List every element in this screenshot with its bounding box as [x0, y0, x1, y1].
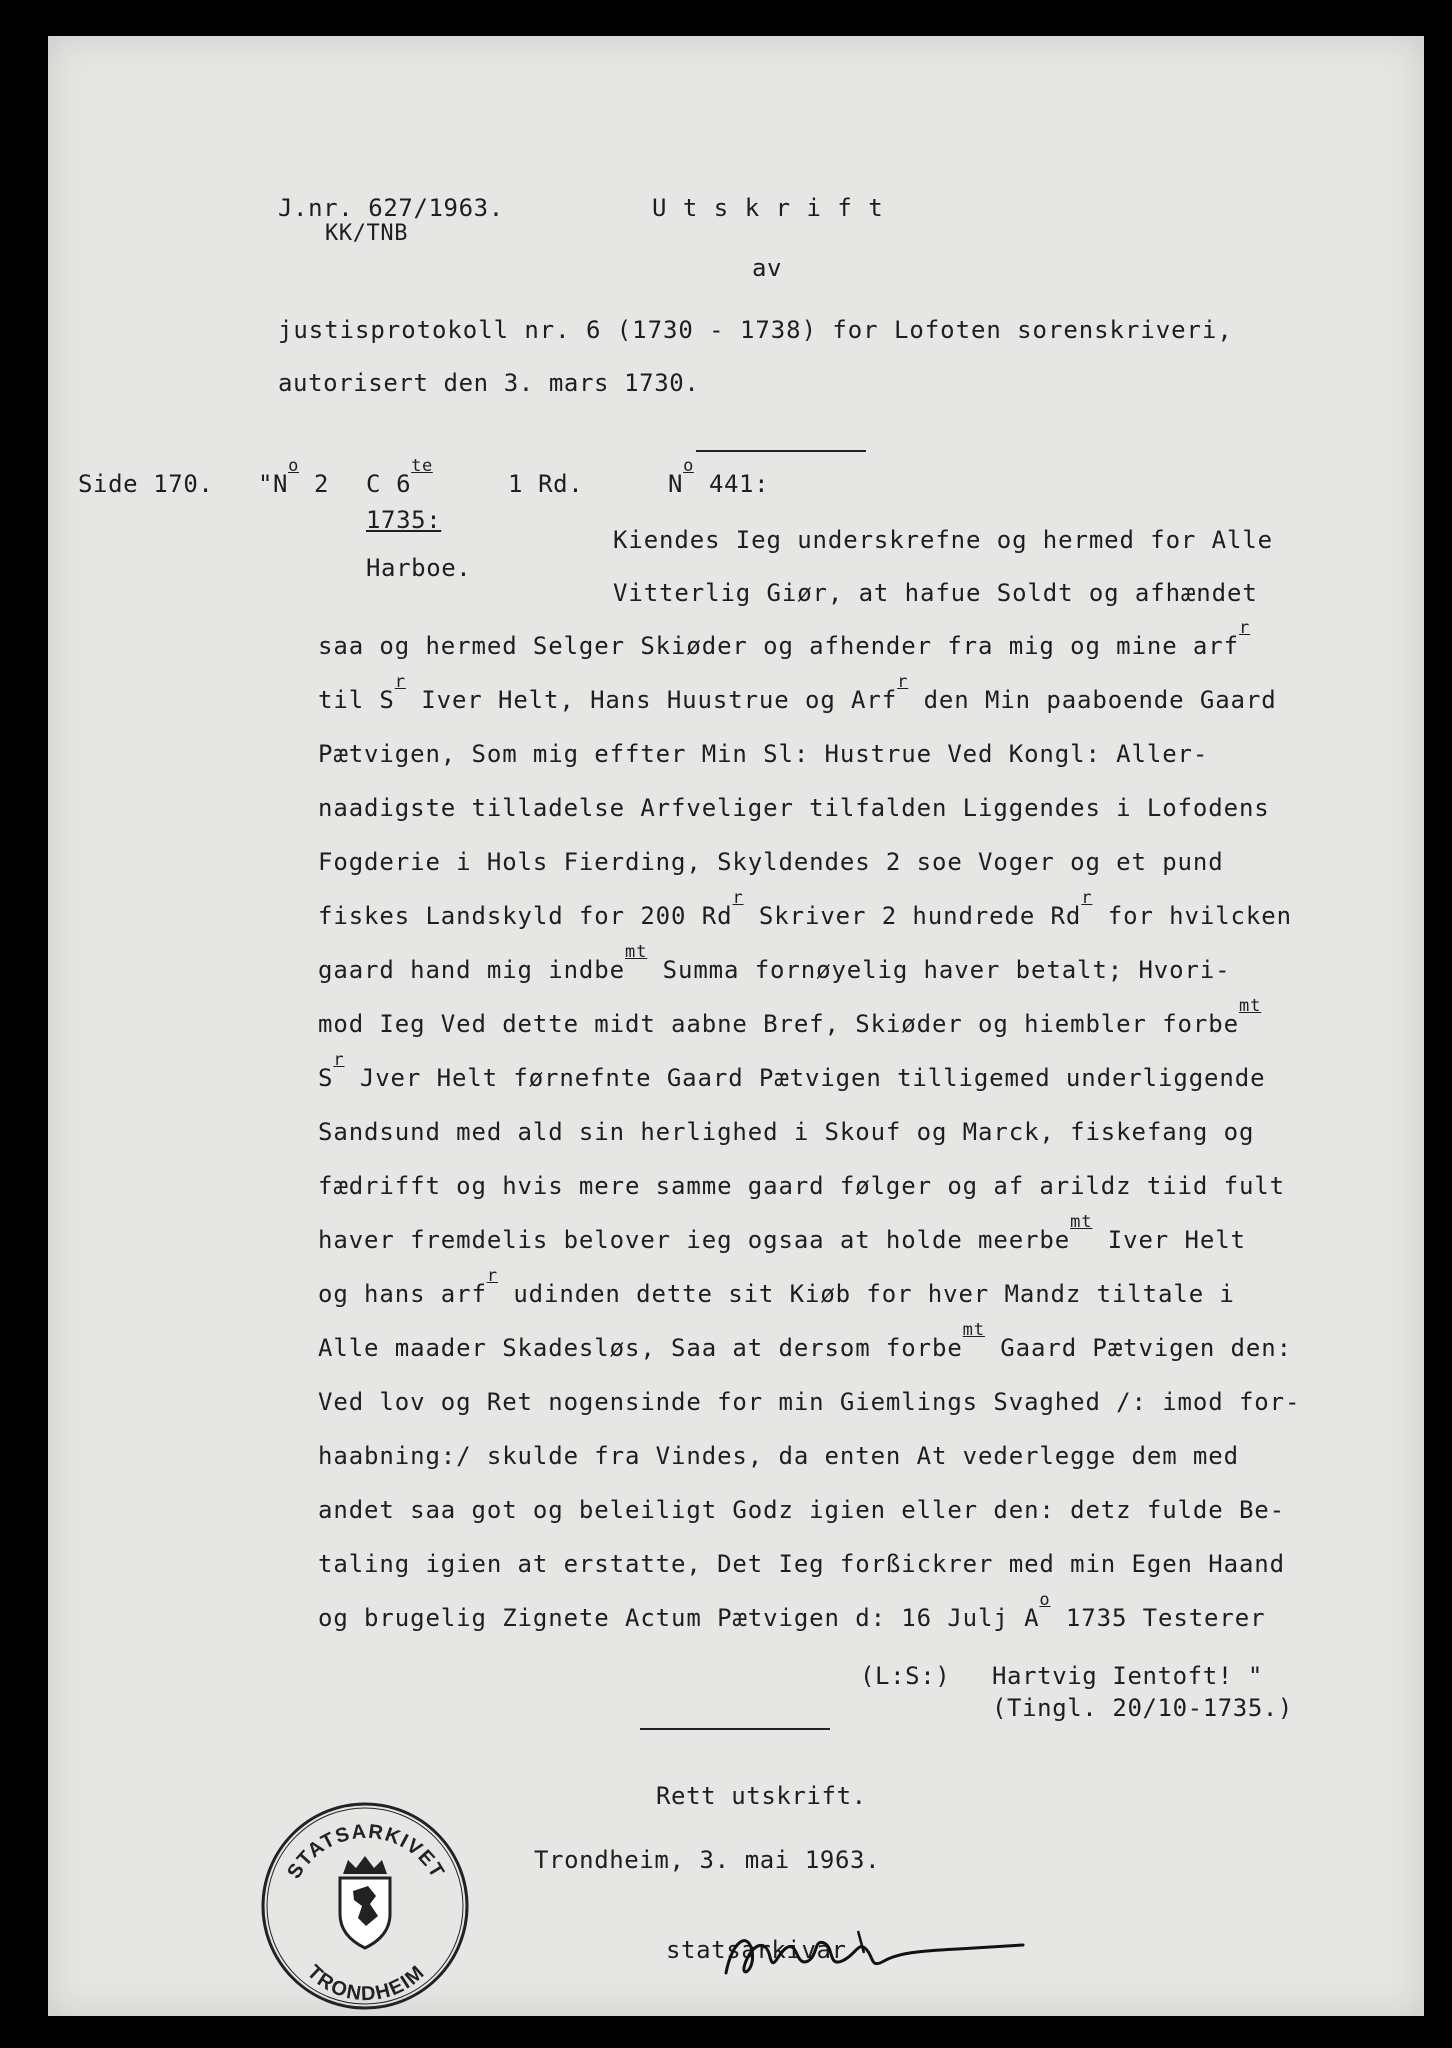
body-line: Kiendes Ieg underskrefne og hermed for Alle [613, 526, 1274, 554]
entry-rd: 1 Rd. [508, 470, 584, 498]
document-title: U t s k r i f t [652, 194, 884, 222]
registration-note: (Tingl. 20/10-1735.) [992, 1694, 1293, 1722]
entry-441: $N^o$ 441: [668, 456, 770, 498]
title-av: av [752, 254, 783, 282]
body-line: haver fremdelis belover ieg ogsaa at holde meerbe$^{mt}$ Iver Helt [318, 1212, 1246, 1254]
body-line: fædrifft og hvis mere samme gaard følger og af arildz tiid fult [318, 1172, 1286, 1200]
entry-harboe: Harboe. [366, 554, 472, 582]
body-line: Fogderie i Hols Fierding, Skyldendes 2 soe Voger og et pund [318, 848, 1224, 876]
separator-rule [696, 450, 866, 452]
entry-year: 1735: [366, 506, 442, 534]
initials: KK/TNB [325, 221, 409, 246]
document-page [48, 36, 1424, 2016]
signer-name: Hartvig Ientoft! " [992, 1662, 1263, 1690]
body-line: Pætvigen, Som mig effter Min Sl: Hustrue Ved Kongl: Aller- [318, 740, 1209, 768]
body-line: mod Ieg Ved dette midt aabne Bref, Skiøder og hiembler forbe$^{mt}$ [318, 996, 1262, 1038]
archive-stamp [258, 1796, 473, 2011]
body-line: saa og hermed Selger Skiøder og afhender fra mig og mine arf$^r$ [318, 618, 1251, 660]
body-line: Sandsund med ald sin herlighed i Skouf og Marck, fiskefang og [318, 1118, 1255, 1146]
source-line-2: autorisert den 3. mars 1730. [278, 369, 700, 397]
entry-c: C $6^{te}$ [366, 456, 433, 498]
body-line: fiskes Landskyld for 200 Rd$^r$ Skriver 2 hundrede Rd$^r$ for hvilcken [318, 888, 1292, 930]
body-line: til $S^r$ Iver Helt, Hans Huustrue og Arf$^r$ den Min paaboende Gaard [318, 672, 1277, 714]
body-line: naadigste tilladelse Arfveliger tilfalden Liggendes i Lofodens [318, 794, 1270, 822]
body-line: taling igien at erstatte, Det Ieg forßickrer med min Egen Haand [318, 1550, 1286, 1578]
closing-rule [640, 1728, 830, 1730]
handwritten-signature [718, 1921, 1038, 1991]
body-line: og hans arf$^r$ udinden dette sit Kiøb for hver Mandz tiltale i [318, 1266, 1235, 1308]
body-line: haabning:/ skulde fra Vindes, da enten At vederlegge dem med [318, 1442, 1239, 1470]
entry-number: "$N^o$ 2 [258, 456, 330, 498]
body-line: andet saa got og beleiligt Godz igien eller den: detz fulde Be- [318, 1496, 1286, 1524]
signer-role: statsarkivar [666, 1936, 847, 1964]
place-date: Trondheim, 3. mai 1963. [534, 1846, 881, 1874]
body-line: Vitterlig Giør, at hafue Soldt og afhændet [613, 579, 1258, 607]
body-line: Alle maader Skadesløs, Saa at dersom forbe$^{mt}$ Gaard Pætvigen den: [318, 1320, 1292, 1362]
seal-mark: (L:S:) [860, 1662, 951, 1690]
body-line: $S^r$ Jver Helt førnefnte Gaard Pætvigen tilligemed underliggende [318, 1050, 1266, 1092]
svg-text:TRONDHEIM: TRONDHEIM [302, 1960, 430, 2006]
page-reference: Side 170. [78, 470, 214, 498]
certification: Rett utskrift. [656, 1782, 867, 1810]
journal-number: J.nr. 627/1963. [278, 194, 504, 222]
svg-text:STATSARKIVET: STATSARKIVET [283, 1820, 449, 1883]
body-line: gaard hand mig indbe$^{mt}$ Summa fornøyelig haver betalt; Hvori- [318, 942, 1231, 984]
body-line: og brugelig Zignete Actum Pætvigen d: 16 Julj $A^o$ 1735 Testerer [318, 1590, 1266, 1632]
body-line: Ved lov og Ret nogensinde for min Giemlings Svaghed /: imod for- [318, 1388, 1301, 1416]
source-line-1: justisprotokoll nr. 6 (1730 - 1738) for Lofoten sorenskriveri, [278, 316, 1233, 344]
